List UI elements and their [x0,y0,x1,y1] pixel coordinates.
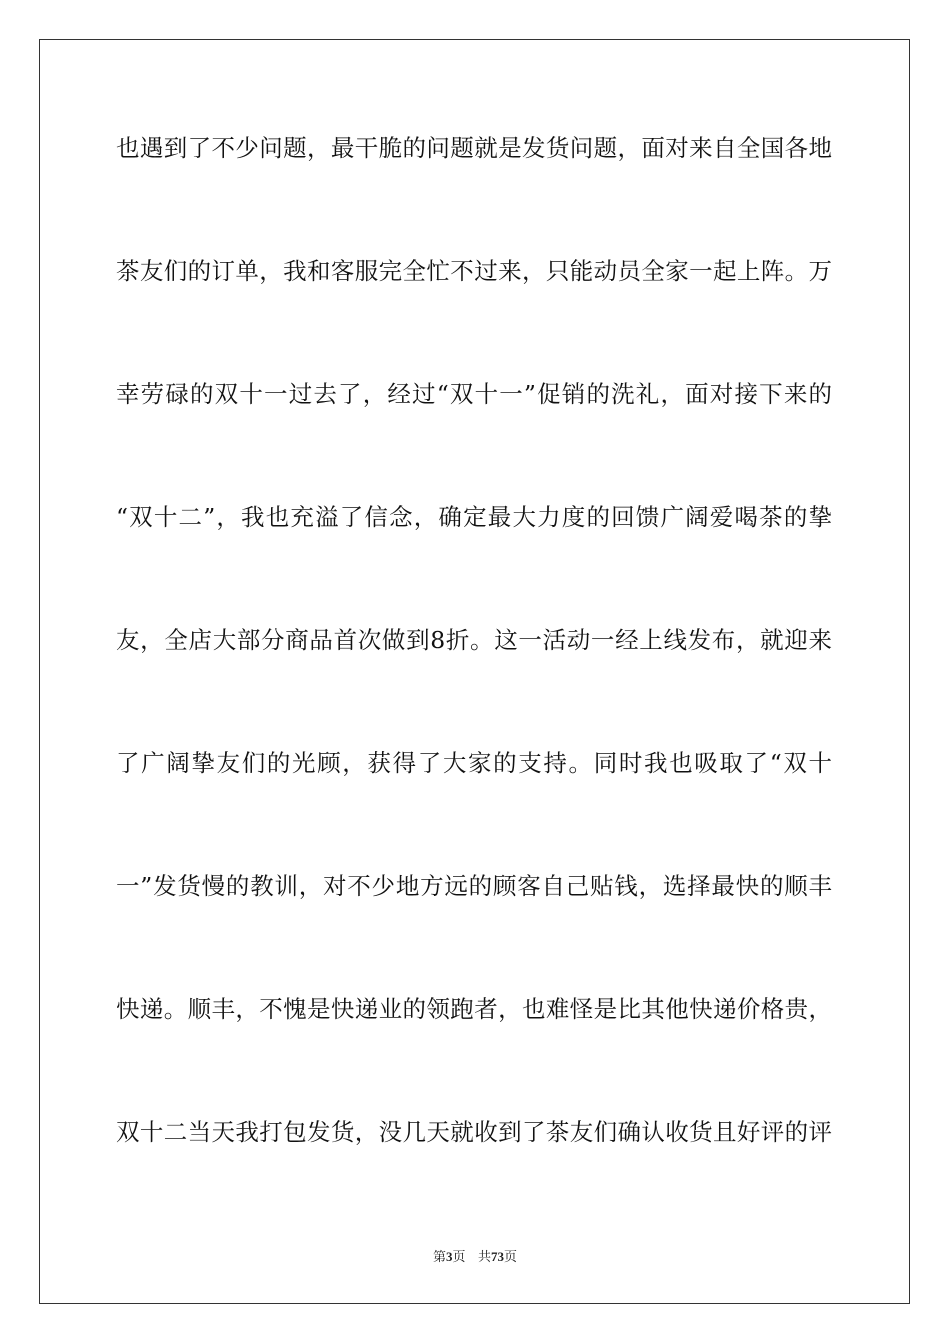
text-line: 了广阔挚友们的光顾，获得了大家的支持。同时我也吸取了“双十 [116,749,832,777]
text-line: 也遇到了不少问题，最干脆的问题就是发货问题，面对来自全国各地 [116,134,832,162]
total-suffix: 页 [503,1250,517,1265]
page-footer [0,1248,950,1267]
text-line: 一”发货慢的教训，对不少地方远的顾客自己贴钱，选择最快的顺丰 [116,872,832,900]
page-suffix: 页 [452,1250,466,1265]
page-prefix: 第 [433,1250,447,1265]
text-line: 友，全店大部分商品首次做到8折。这一活动一经上线发布，就迎来 [116,626,832,654]
document-body [116,125,832,1232]
page-number: 3 [446,1249,453,1264]
total-pages: 73 [490,1249,504,1264]
text-line: 茶友们的订单，我和客服完全忙不过来，只能动员全家一起上阵。万 [116,257,832,285]
text-line: 幸劳碌的双十一过去了，经过“双十一”促销的洗礼，面对接下来的 [116,380,832,408]
total-prefix: 共 [477,1250,491,1265]
text-line: 双十二当天我打包发货，没几天就收到了茶友们确认收货且好评的评 [116,1118,832,1146]
text-line: 快递。顺丰，不愧是快递业的领跑者，也难怪是比其他快递价格贵， [116,995,832,1023]
text-line: “双十二”，我也充溢了信念，确定最大力度的回馈广阔爱喝茶的挚 [116,503,832,531]
